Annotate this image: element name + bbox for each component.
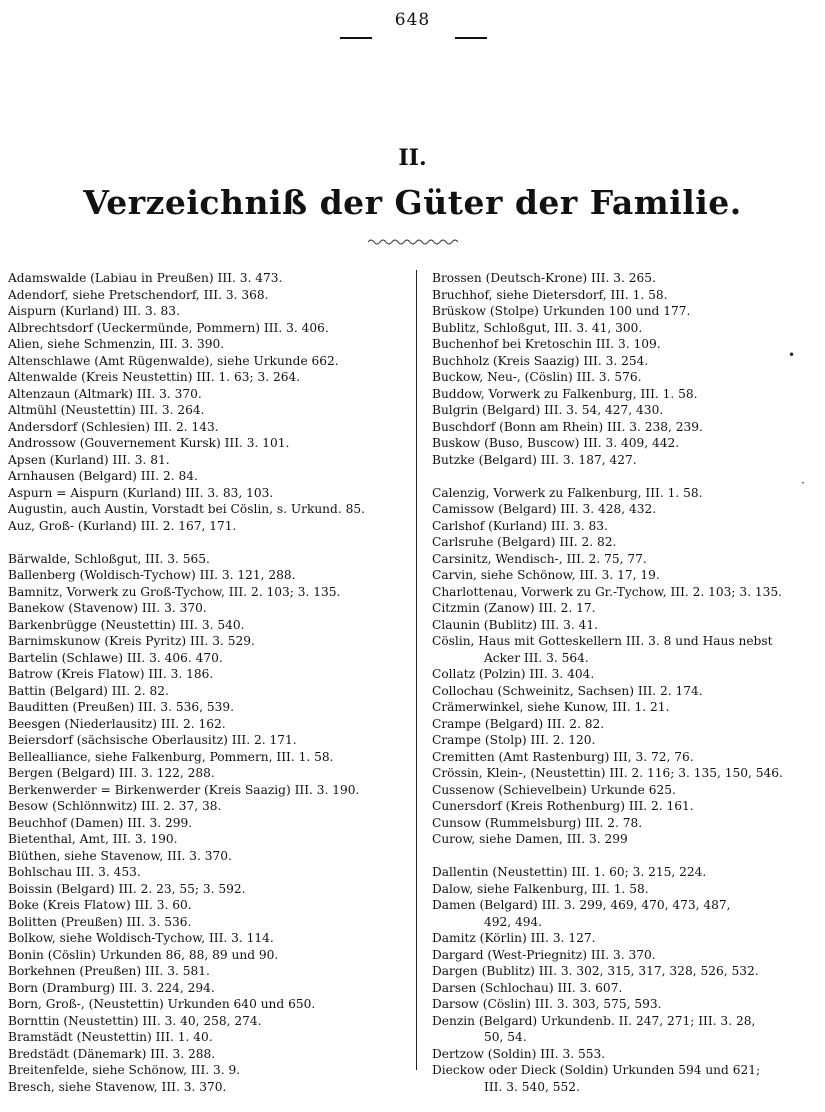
index-entry: Barkenbrügge (Neustettin) III. 3. 540. [8, 617, 245, 632]
index-entry: Beuchhof (Damen) III. 3. 299. [8, 815, 193, 830]
index-entry: Adendorf, siehe Pretschendorf, III. 3. 368. [8, 287, 269, 302]
index-entry: Androssow (Gouvernement Kursk) III. 3. 101. [8, 436, 290, 450]
section-numeral: II. [398, 145, 427, 171]
index-entry: Alien, siehe Schmenzin, III. 3. 390. [8, 337, 225, 351]
index-entry: Bulgrin (Belgard) III. 3. 54, 427, 430. [432, 403, 664, 417]
entry-group [8, 551, 410, 1096]
index-entry: Borkehnen (Preußen) III. 3. 581. [8, 964, 210, 978]
index-entry: Crampe (Stolp) III. 2. 120. [432, 733, 596, 747]
index-entry: Dertzow (Soldin) III. 3. 553. [432, 1046, 606, 1061]
index-entry: Buddow, Vorwerk zu Falkenburg, III. 1. 58. [432, 386, 698, 401]
index-entry: Carvin, siehe Schönow, III. 3. 17, 19. [432, 568, 660, 582]
index-entry: Brossen (Deutsch-Krone) III. 3. 265. [432, 271, 656, 285]
index-entry: Cöslin, Haus mit Gotteskellern III. 3. 8 und Haus nebst [432, 634, 773, 648]
index-entry: Bolkow, siehe Woldisch-Tychow, III. 3. 114. [8, 931, 274, 945]
index-entry: Bredstädt (Dänemark) III. 3. 288. [8, 1046, 216, 1061]
index-entry: Damitz (Körlin) III. 3. 127. [432, 931, 596, 945]
index-entry: Banekow (Stavenow) III. 3. 370. [8, 601, 207, 615]
right-column [432, 270, 822, 1112]
page-number: 648 [394, 10, 431, 30]
index-entry: Dalow, siehe Falkenburg, III. 1. 58. [432, 881, 649, 896]
index-entry: Augustin, auch Austin, Vorstadt bei Cöslin, s. Urkund. 85. [8, 502, 365, 516]
header-rule-right [455, 37, 487, 39]
index-entry: Berkenwerder = Birkenwerder (Kreis Saazig) III. 3. 190. [8, 782, 360, 797]
index-entry: Bauditten (Preußen) III. 3. 536, 539. [8, 700, 235, 714]
index-entry: Brüskow (Stolpe) Urkunden 100 und 177. [432, 304, 691, 318]
index-entry: Dargard (West-Priegnitz) III. 3. 370. [432, 947, 656, 962]
index-entry: Acker III. 3. 564. [484, 650, 589, 665]
index-entry: Buchholz (Kreis Saazig) III. 3. 254. [432, 353, 649, 368]
section-title: Verzeichniß der Güter der Familie. [83, 183, 742, 222]
index-entry: Cunsow (Rummelsburg) III. 2. 78. [432, 815, 643, 830]
index-entry: Bohlschau III. 3. 453. [8, 865, 141, 879]
index-entry: Cremitten (Amt Rastenburg) III, 3. 72, 76. [432, 749, 694, 764]
index-entry: Bärwalde, Schloßgut, III. 3. 565. [8, 551, 210, 566]
index-entry: Apsen (Kurland) III. 3. 81. [8, 452, 170, 467]
index-entry: Charlottenau, Vorwerk zu Gr.-Tychow, III. 2. 103; 3. 135. [432, 584, 783, 599]
index-entry: Andersdorf (Schlesien) III. 2. 143. [8, 419, 219, 434]
index-entry: Buchenhof bei Kretoschin III. 3. 109. [432, 337, 661, 351]
left-column [8, 270, 410, 1112]
index-entry: Breitenfelde, siehe Schönow, III. 3. 9. [8, 1063, 241, 1077]
index-entry: Bublitz, Schloßgut, III. 3. 41, 300. [432, 320, 643, 335]
index-entry: Curow, siehe Damen, III. 3. 299 [432, 832, 628, 846]
index-entry: Claunin (Bublitz) III. 3. 41. [432, 617, 598, 632]
index-entry: Boke (Kreis Flatow) III. 3. 60. [8, 898, 192, 912]
index-entry: 492, 494. [484, 914, 543, 929]
index-entry: Batrow (Kreis Flatow) III. 3. 186. [8, 667, 214, 681]
index-entry: Camissow (Belgard) III. 3. 428, 432. [432, 502, 657, 516]
index-entry: Bietenthal, Amt, III. 3. 190. [8, 832, 178, 846]
index-entry: Butzke (Belgard) III. 3. 187, 427. [432, 452, 637, 467]
index-entry: Collatz (Polzin) III. 3. 404. [432, 667, 595, 681]
index-entry: Altmühl (Neustettin) III. 3. 264. [8, 403, 205, 417]
index-entry: Aispurn (Kurland) III. 3. 83. [8, 304, 180, 318]
index-entry: Carlshof (Kurland) III. 3. 83. [432, 518, 608, 533]
index-entry: Carlsruhe (Belgard) III. 2. 82. [432, 535, 617, 549]
index-entry: Born, Groß-, (Neustettin) Urkunden 640 und 650. [8, 997, 316, 1011]
index-entry: Buckow, Neu-, (Cöslin) III. 3. 576. [432, 370, 642, 384]
index-entry: Beiersdorf (sächsische Oberlausitz) III. 2. 171. [8, 733, 297, 747]
index-entry: Bruchhof, siehe Dietersdorf, III. 1. 58. [432, 287, 668, 302]
index-entry: Darsow (Cöslin) III. 3. 303, 575, 593. [432, 997, 662, 1011]
index-entry: Bornttin (Neustettin) III. 3. 40, 258, 274. [8, 1013, 262, 1028]
index-entry: Dallentin (Neustettin) III. 1. 60; 3. 215, 224. [432, 865, 707, 879]
index-entry: Aspurn = Aispurn (Kurland) III. 3. 83, 103. [8, 485, 274, 500]
index-entry: Cunersdorf (Kreis Rothenburg) III. 2. 161. [432, 799, 694, 813]
index-entry: Calenzig, Vorwerk zu Falkenburg, III. 1. 58. [432, 485, 703, 500]
index-entry: Bergen (Belgard) III. 3. 122, 288. [8, 766, 215, 780]
index-entry: Bamnitz, Vorwerk zu Groß-Tychow, III. 2. 103; 3. 135. [8, 584, 341, 599]
index-entry: Crampe (Belgard) III. 2. 82. [432, 716, 605, 731]
index-entry: Battin (Belgard) III. 2. 82. [8, 683, 169, 698]
entry-group [8, 270, 410, 534]
index-entry: Bartelin (Schlawe) III. 3. 406. 470. [8, 650, 223, 665]
margin-speck: · [801, 476, 805, 490]
index-entry: Cussenow (Schievelbein) Urkunde 625. [432, 782, 676, 797]
index-entry: Darsen (Schlochau) III. 3. 607. [432, 980, 623, 995]
index-entry: Altenschlawe (Amt Rügenwalde), siehe Urkunde 662. [8, 353, 339, 368]
margin-speck: • [788, 348, 796, 362]
index-entry: 50, 54. [484, 1030, 527, 1044]
index-entry: Besow (Schlönnwitz) III. 2. 37, 38. [8, 799, 222, 813]
index-entry: Bolitten (Preußen) III. 3. 536. [8, 914, 192, 929]
entry-group [432, 270, 822, 468]
index-entry: Barnimskunow (Kreis Pyritz) III. 3. 529. [8, 634, 255, 648]
index-entry: Carsinitz, Wendisch-, III. 2. 75, 77. [432, 551, 647, 566]
index-entry: Altenzaun (Altmark) III. 3. 370. [8, 386, 202, 401]
header-rule-left [340, 37, 372, 39]
index-entry: Crämerwinkel, siehe Kunow, III. 1. 21. [432, 700, 670, 714]
index-entry: Damen (Belgard) III. 3. 299, 469, 470, 473, 487, [432, 898, 731, 912]
index-entry: Dargen (Bublitz) III. 3. 302, 315, 317, 328, 526, 532. [432, 964, 759, 978]
index-entry: III. 3. 540, 552. [484, 1079, 580, 1094]
index-entry: Citzmin (Zanow) III. 2. 17. [432, 601, 596, 615]
index-entry: Buskow (Buso, Buscow) III. 3. 409, 442. [432, 436, 680, 450]
index-entry: Denzin (Belgard) Urkundenb. II. 247, 271; III. 3. 28, [432, 1013, 756, 1028]
index-entry: Bonin (Cöslin) Urkunden 86, 88, 89 und 90. [8, 947, 279, 962]
entry-group [432, 864, 822, 1095]
index-entry: Born (Dramburg) III. 3. 224, 294. [8, 980, 215, 995]
entry-group [432, 485, 822, 848]
index-entry: Buschdorf (Bonn am Rhein) III. 3. 238, 239. [432, 419, 703, 434]
index-entry: Auz, Groß- (Kurland) III. 2. 167, 171. [8, 518, 237, 533]
index-entry: Ballenberg (Woldisch-Tychow) III. 3. 121, 288. [8, 568, 296, 582]
index-entry: Adamswalde (Labiau in Preußen) III. 3. 473. [8, 271, 283, 285]
index-entry: Boissin (Belgard) III. 2. 23, 55; 3. 592. [8, 881, 246, 896]
ornament-squiggle [368, 238, 460, 246]
column-divider [416, 270, 417, 1070]
index-entry: Bellealliance, siehe Falkenburg, Pommern, III. 1. 58. [8, 749, 334, 764]
index-entry: Collochau (Schweinitz, Sachsen) III. 2. 174. [432, 683, 703, 698]
index-entry: Altenwalde (Kreis Neustettin) III. 1. 63; 3. 264. [8, 370, 301, 384]
index-entry: Albrechtsdorf (Ueckermünde, Pommern) III. 3. 406. [8, 320, 329, 335]
index-entry: Bresch, siehe Stavenow, III. 3. 370. [8, 1079, 227, 1094]
index-entry: Blüthen, siehe Stavenow, III. 3. 370. [8, 848, 232, 863]
index-entry: Bramstädt (Neustettin) III. 1. 40. [8, 1030, 213, 1044]
index-entry: Dieckow oder Dieck (Soldin) Urkunden 594 und 621; [432, 1063, 761, 1077]
index-entry: Arnhausen (Belgard) III. 2. 84. [8, 469, 198, 483]
index-entry: Crössin, Klein-, (Neustettin) III. 2. 116; 3. 135, 150, 546. [432, 766, 783, 780]
index-entry: Beesgen (Niederlausitz) III. 2. 162. [8, 716, 226, 731]
